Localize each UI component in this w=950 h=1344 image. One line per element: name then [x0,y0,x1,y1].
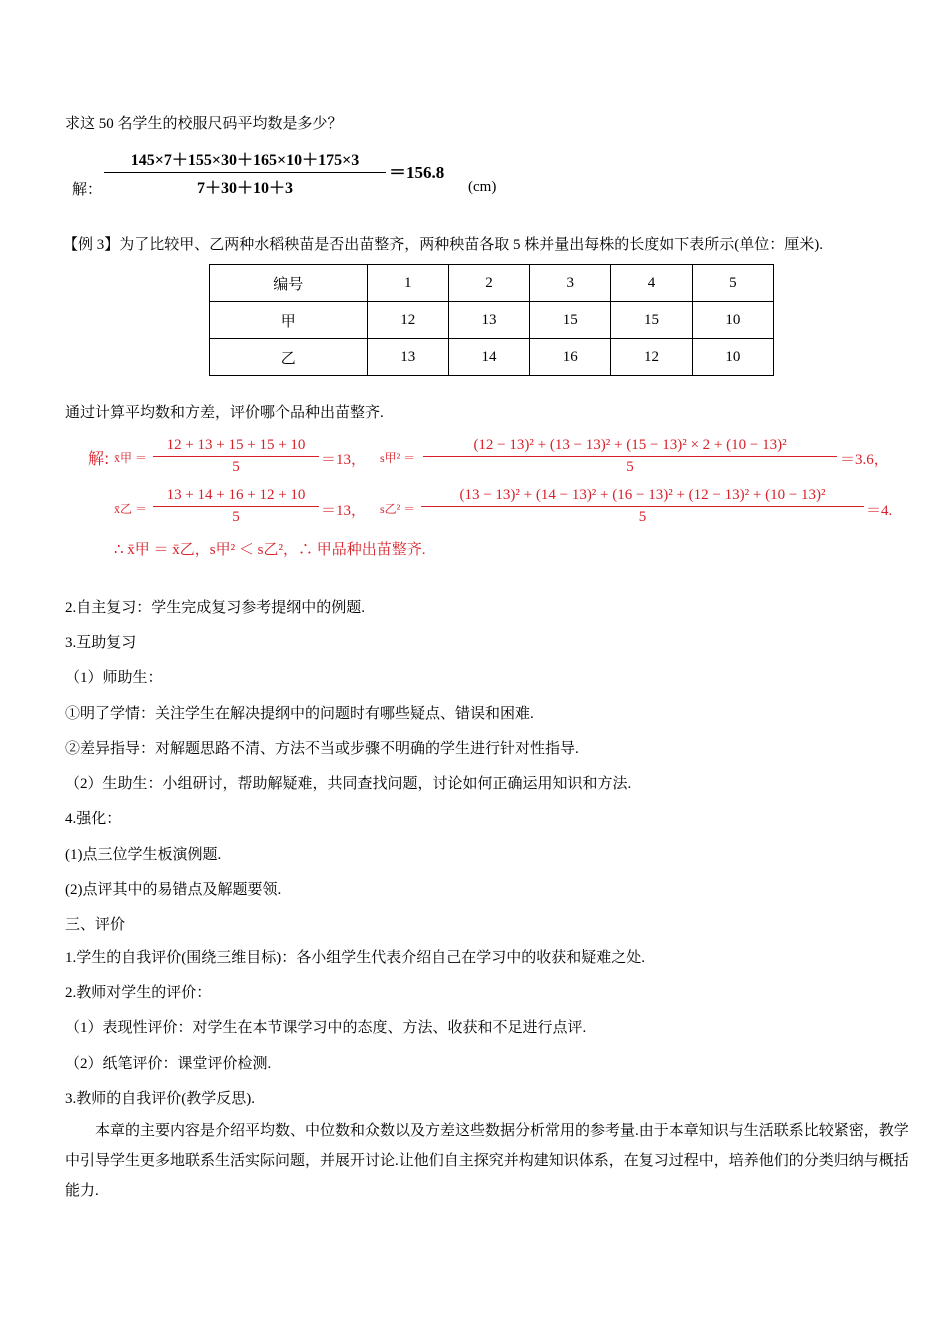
var-yi-result: ＝4. [866,503,893,519]
table-header-cell: 3 [530,265,611,302]
table-cell: 10 [692,339,773,376]
table-cell: 13 [367,339,448,376]
mean-jia-fraction [153,437,319,476]
line-learning-status: ①明了学情：关注学生在解决提纲中的问题时有哪些疑点、错误和困难. [65,706,534,722]
var-jia-lhs: s甲² ＝ [380,451,416,465]
line-performance-eval: （1）表现性评价：对学生在本节课学习中的态度、方法、收获和不足进行点评. [65,1020,587,1036]
table-cell: 14 [448,339,529,376]
line-reinforce: 4.强化： [65,811,122,827]
section-evaluation: 三、评价 [65,917,126,933]
example3-text: 【例 3】为了比较甲、乙两种水稻秧苗是否出苗整齐，两种秧苗各取 5 株并量出每株的长度如下表所示(单位：厘米). [63,237,823,253]
var-yi-lhs: s乙² ＝ [380,502,416,516]
example3-task: 通过计算平均数和方差，评价哪个品种出苗整齐. [65,405,384,421]
line-board-demo: (1)点三位学生板演例题. [65,847,222,863]
intro-question: 求这 50 名学生的校服尺码平均数是多少？ [65,116,343,132]
red-conclusion: ∴ x̄甲 ＝ x̄乙，s甲² ＜ s乙²，∴ 甲品种出苗整齐. [114,542,426,558]
line-paper-eval: （2）纸笔评价：课堂评价检测. [65,1056,272,1072]
mean-yi-denominator: 5 [232,509,240,525]
solution1-result: ＝156.8 [389,163,445,182]
table-cell: 12 [611,339,692,376]
table-cell: 15 [611,302,692,339]
solution1-denominator: 7＋30＋10＋3 [196,180,293,197]
mean-yi-numerator: 13 + 14 + 16 + 12 + 10 [166,487,306,503]
mean-yi-fraction [153,487,319,526]
mean-jia-numerator: 12 + 13 + 15 + 15 + 10 [166,437,306,453]
table-header-cell: 1 [367,265,448,302]
table-row [210,339,774,376]
table-cell: 13 [448,302,529,339]
mean-yi-lhs: x̄乙 ＝ [114,502,148,516]
solution1-label: 解： [72,182,103,198]
solution1-unit: (cm) [468,179,497,195]
seedling-table [209,264,774,376]
table-header-row [210,265,774,302]
table-header-cell: 5 [692,265,773,302]
table-cell: 12 [367,302,448,339]
red-solution-label: 解: [88,449,110,468]
line-teacher-eval: 2.教师对学生的评价： [65,985,212,1001]
var-jia-fraction [423,437,837,476]
mean-jia-result: ＝13， [321,452,367,468]
table-header-cell: 编号 [210,265,368,302]
var-jia-result: ＝3.6， [840,452,889,468]
line-mutual-review: 3.互助复习 [65,635,137,651]
var-yi-fraction [421,487,864,526]
line-difference-guide: ②差异指导：对解题思路不清、方法不当或步骤不明确的学生进行针对性指导. [65,741,579,757]
table-row [210,302,774,339]
var-jia-numerator: (12 − 13)² + (13 − 13)² + (15 − 13)² × 2 + (10 − 13)² [473,437,787,453]
line-key-points: (2)点评其中的易错点及解题要领. [65,882,282,898]
solution1-fraction [104,147,386,198]
line-self-eval: 1.学生的自我评价(围绕三维目标)：各小组学生代表介绍自己在学习中的收获和疑难之处. [65,950,645,966]
line-student-help: （2）生助生：小组研讨，帮助解疑难，共同查找问题，讨论如何正确运用知识和方法. [65,776,632,792]
final-paragraph: 本章的主要内容是介绍平均数、中位数和众数以及方差这些数据分析常用的参考量.由于本章知识与生活联系比较紧密，教学中引导学生更多地联系生活实际问题，并展开讨论.让他们自主探究并构建知识体系，在复习过程中，培养他们的分类归纳与概括能力. [65,1123,909,1199]
table-cell: 16 [530,339,611,376]
line-review: 2.自主复习：学生完成复习参考提纲中的例题. [65,600,366,616]
table-cell: 甲 [210,302,368,339]
table-cell: 10 [692,302,773,339]
line-teacher-reflection: 3.教师的自我评价(教学反思). [65,1091,255,1107]
var-yi-numerator: (13 − 13)² + (14 − 13)² + (16 − 13)² + (12 − 13)² + (10 − 13)² [459,487,826,503]
line-teacher-help: （1）师助生： [65,670,163,686]
var-yi-denominator: 5 [638,509,647,525]
table-header-cell: 4 [611,265,692,302]
table-header-cell: 2 [448,265,529,302]
table-cell: 15 [530,302,611,339]
table-cell: 乙 [210,339,368,376]
mean-jia-lhs: x̄甲 ＝ [114,451,148,465]
mean-yi-result: ＝13， [321,503,367,519]
var-jia-denominator: 5 [626,459,634,475]
solution1-numerator: 145×7＋155×30＋165×10＋175×3 [130,152,360,169]
mean-jia-denominator: 5 [232,459,240,475]
